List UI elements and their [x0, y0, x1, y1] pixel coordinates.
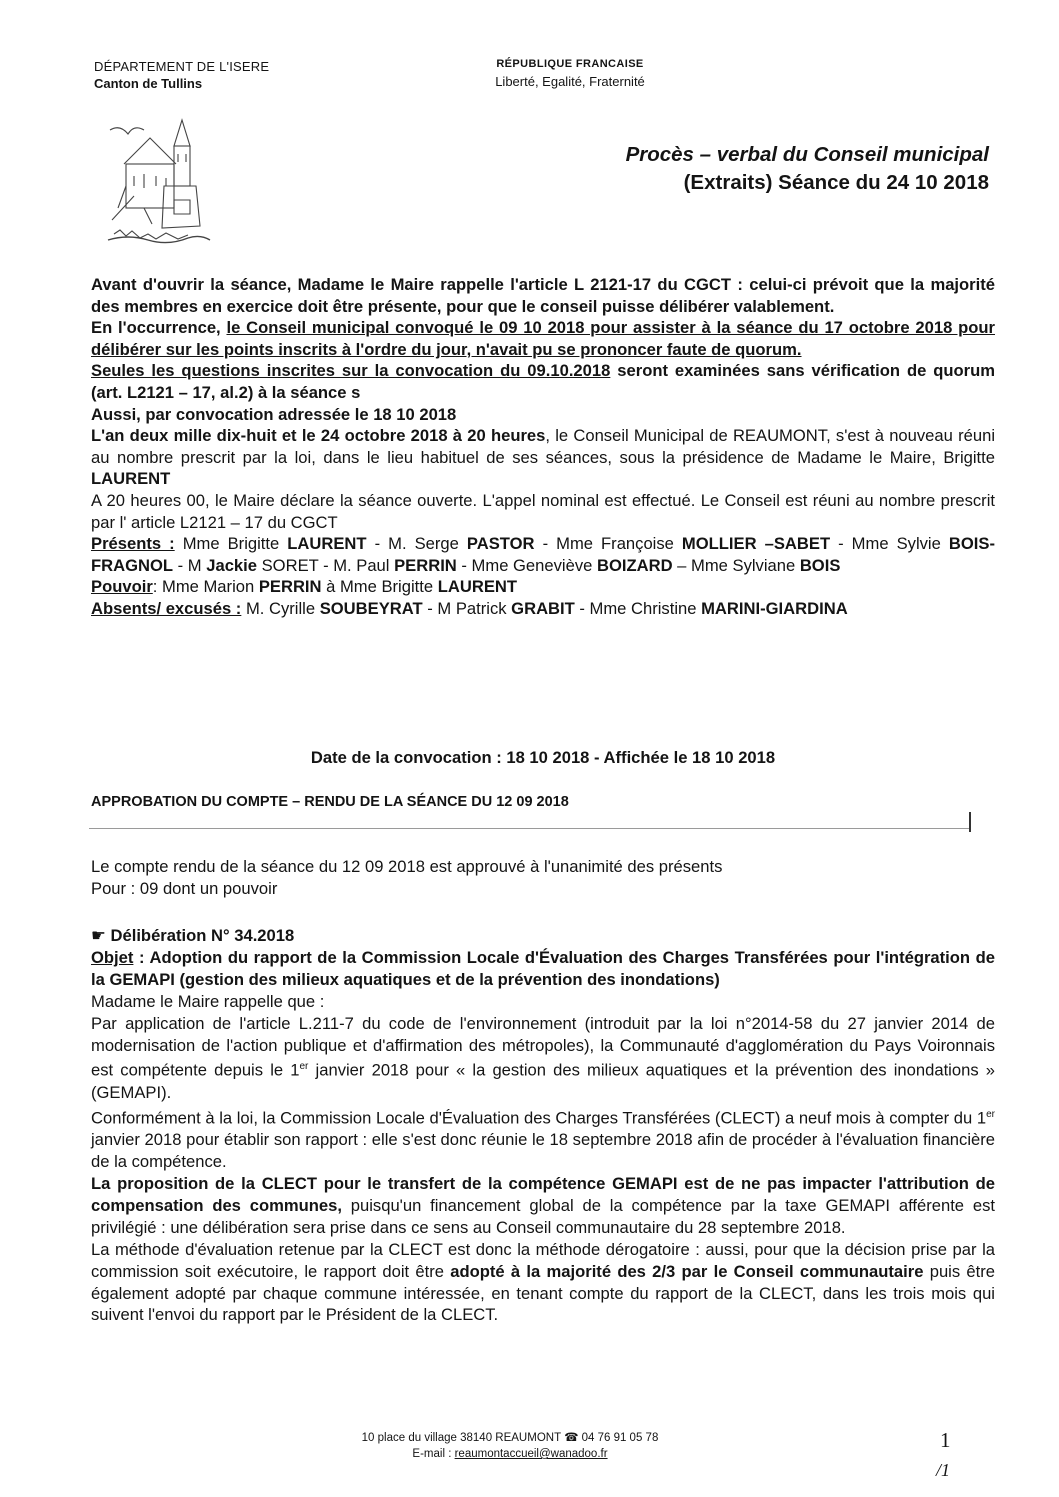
- intro-paragraph-4: Aussi, par convocation adressée le 18 10 2018: [91, 404, 457, 424]
- delib-p3-sup: er: [986, 1108, 995, 1120]
- presents-segment: Jackie: [206, 555, 257, 575]
- presents-segment: - M: [173, 555, 207, 575]
- title-line-2: (Extraits) Séance du 24 10 2018: [683, 171, 989, 194]
- objet-text: : Adoption du rapport de la Commission Locale d'Évaluation des Charges Transférées pour l'intégration de la GEMAPI (gestion des milieux aquatiques et de la prévention des inondations): [91, 947, 995, 989]
- deliberation-objet: [91, 947, 995, 991]
- presents-segment: MOLLIER –SABET: [681, 534, 831, 554]
- canton-name: Canton de Tullins: [94, 76, 203, 91]
- presents-segment: - M. Serge: [366, 534, 467, 554]
- delib-p4-bold: La proposition de la CLECT pour le transfert de la compétence GEMAPI est de ne pas impacter l'attribution de compensation des communes,: [91, 1174, 995, 1215]
- presents-segment: - Mme Sylvie: [830, 534, 949, 554]
- delib-p5-a: La méthode d'évaluation retenue par la CLECT est donc la méthode dérogatoire : aussi, pour que la décision prise par la commission soit exécutoire, le rapport doit être: [91, 1239, 995, 1281]
- intro-p2-underlined: le Conseil municipal convoqué le 09 10 2018 pour assister à la séance du 17 octobre 2018 pour délibérer sur les points inscrits à l'ordre du jour, n'avait pu se prononcer faute de quorum.: [91, 318, 995, 359]
- presents-label: Présents :: [91, 534, 175, 554]
- presents-segment: SORET - M. Paul: [257, 555, 395, 575]
- approbation-text-1: Le compte rendu de la séance du 12 09 2018 est approuvé à l'unanimité des présents: [91, 857, 723, 876]
- pouvoir-segment: LAURENT: [437, 577, 518, 597]
- deliberation-paragraph-2: [91, 1013, 995, 1104]
- convocation-date: Date de la convocation : 18 10 2018 - Affichée le 18 10 2018: [310, 748, 776, 767]
- intro-p5-bold: L'an deux mille dix-huit et le 24 octobre 2018 à 20 heures: [91, 426, 546, 446]
- intro-paragraph-1: Avant d'ouvrir la séance, Madame le Maire rappelle l'article L 2121-17 du CGCT : celui-ci prévoit que la majorité des membres en exercice doit être présente, pour que le conseil puisse délibérer valablement.: [91, 275, 995, 316]
- hand-pointing-icon: ☛: [91, 926, 111, 945]
- intro-p5-text: , le Conseil Municipal de REAUMONT, s'est à nouveau réuni au nombre prescrit par la loi, dans le lieu habituel de ses séances, sous la présidence de Madame le Maire, Brigitte: [91, 426, 995, 467]
- footer-email-line: [300, 1446, 720, 1462]
- intro-paragraph-2: [91, 317, 995, 360]
- footer-address: 10 place du village 38140 REAUMONT ☎ 04 76 91 05 78: [361, 1432, 659, 1444]
- intro-p3-underlined: Seules les questions inscrites sur la convocation du 09.10.2018: [91, 361, 611, 381]
- presents-list: [91, 534, 995, 575]
- pouvoir-segment: à Mme Brigitte: [321, 577, 438, 597]
- republic-header: [470, 56, 670, 90]
- absents-label: Absents/ excusés :: [91, 598, 242, 618]
- delib-p2-b: janvier 2018 pour « la gestion des milieux aquatiques et la prévention des inondations » (GEMAPI).: [91, 1060, 995, 1102]
- deliberation-paragraph-3: [91, 1104, 995, 1173]
- presents-segment: PERRIN: [394, 555, 457, 575]
- absents-line: [91, 598, 995, 620]
- page-total: /1: [936, 1460, 951, 1480]
- pouvoir-line: [91, 576, 995, 598]
- pouvoir-list: [153, 577, 517, 596]
- absents-list: [241, 599, 847, 618]
- presents-segment: LAURENT: [287, 534, 367, 554]
- pouvoir-label: Pouvoir: [91, 577, 153, 597]
- objet-label: Objet: [91, 947, 134, 967]
- deliberation-paragraph-5: [91, 1239, 995, 1327]
- absents-segment: SOUBEYRAT: [319, 598, 423, 618]
- deliberation-paragraph-1: Madame le Maire rappelle que :: [91, 991, 325, 1011]
- presents-segment: BOIS-FRAGNOL: [91, 534, 995, 575]
- presents-segment: BOIS: [799, 555, 841, 575]
- intro-paragraph-6: A 20 heures 00, le Maire déclare la séance ouverte. L'appel nominal est effectué. Le Conseil est réuni au nombre prescrit par l' article L2121 – 17 du CGCT: [91, 490, 995, 532]
- approbation-heading: APPROBATION DU COMPTE – RENDU DE LA SÉANCE DU 12 09 2018: [91, 794, 569, 810]
- divider-mark: [969, 812, 971, 832]
- footer-email-label: E-mail :: [412, 1448, 455, 1460]
- delib-p5-bold: adopté à la majorité des 2/3 par le Conseil communautaire: [450, 1261, 924, 1281]
- delib-p5-c: puis être également adopté par chaque commune intéressée, en tenant compte du rapport de la CLECT, dans les trois mois qui suivent l'envoi du rapport par le Président de la CLECT.: [91, 1261, 996, 1325]
- republic-motto: Liberté, Egalité, Fraternité: [495, 74, 645, 89]
- deliberation-number: Délibération N° 34.2018: [110, 926, 295, 945]
- presents-segment: – Mme Sylviane: [672, 555, 800, 575]
- department-name: DÉPARTEMENT DE L'ISERE: [94, 59, 270, 74]
- presents-segment: Mme Brigitte: [174, 534, 288, 554]
- republic-name: RÉPUBLIQUE FRANCAISE: [496, 58, 644, 70]
- delib-p4-text: puisqu'un financement global de la compétence par la taxe GEMAPI afférente est privilégié : une délibération sera prise dans ce sens au Conseil communautaire du 28 septembre 2018.: [91, 1195, 995, 1237]
- department-header: [94, 58, 269, 92]
- presents-segment: - Mme Geneviève: [456, 555, 597, 575]
- presents-segment: BOIZARD: [596, 555, 673, 575]
- section-divider: [89, 828, 971, 829]
- absents-segment: M. Cyrille: [241, 598, 320, 618]
- delib-p2-sup: er: [299, 1061, 309, 1073]
- intro-section: [91, 274, 995, 620]
- page-number: 1: [940, 1428, 951, 1452]
- pouvoir-segment: : Mme Marion: [152, 577, 259, 597]
- absents-segment: MARINI-GIARDINA: [701, 598, 848, 618]
- approbation-section: [91, 856, 995, 899]
- document-title: [626, 141, 989, 197]
- deliberation-paragraph-4: [91, 1173, 995, 1239]
- delib-p2-a: Par application de l'article L.211-7 du code de l'environnement (introduit par la loi n°2014-58 du 27 janvier 2014 de modernisation de l'action publique et d'affirmation des métropoles), la Communauté d'agglomération du Pays Voironnais est compétente depuis le 1: [91, 1013, 995, 1080]
- absents-segment: - M Patrick: [422, 598, 512, 618]
- pouvoir-segment: PERRIN: [258, 577, 322, 597]
- footer: [300, 1430, 720, 1462]
- village-church-logo: [104, 116, 214, 246]
- delib-p3-a: Conformément à la loi, la Commission Locale d'Évaluation des Charges Transférées (CLECT) a neuf mois à compter du 1: [91, 1108, 987, 1128]
- deliberation-section: [91, 925, 995, 1326]
- presents-segment: PASTOR: [466, 534, 535, 554]
- title-line-1: Procès – verbal du Conseil municipal: [625, 143, 989, 166]
- intro-paragraph-3: [91, 360, 995, 403]
- delib-p3-b: janvier 2018 pour établir son rapport : elle s'est donc réunie le 18 septembre 2018 afin de procéder à l'évaluation financière de la compétence.: [91, 1130, 995, 1172]
- intro-p5-name: LAURENT: [91, 469, 171, 489]
- intro-p2-lead: En l'occurrence,: [91, 318, 227, 338]
- absents-segment: - Mme Christine: [574, 598, 702, 618]
- intro-p3-rest: seront examinées sans vérification de quorum (art. L2121 – 17, al.2) à la séance s: [91, 361, 995, 402]
- intro-paragraph-5: [91, 425, 995, 490]
- presents-segment: - Mme Françoise: [534, 534, 682, 554]
- deliberation-number-line: [91, 925, 995, 947]
- footer-email-link[interactable]: reaumontaccueil@wanadoo.fr: [454, 1448, 608, 1460]
- approbation-text-2: Pour : 09 dont un pouvoir: [91, 878, 278, 898]
- absents-segment: GRABIT: [511, 598, 575, 618]
- presents-line: [91, 533, 995, 576]
